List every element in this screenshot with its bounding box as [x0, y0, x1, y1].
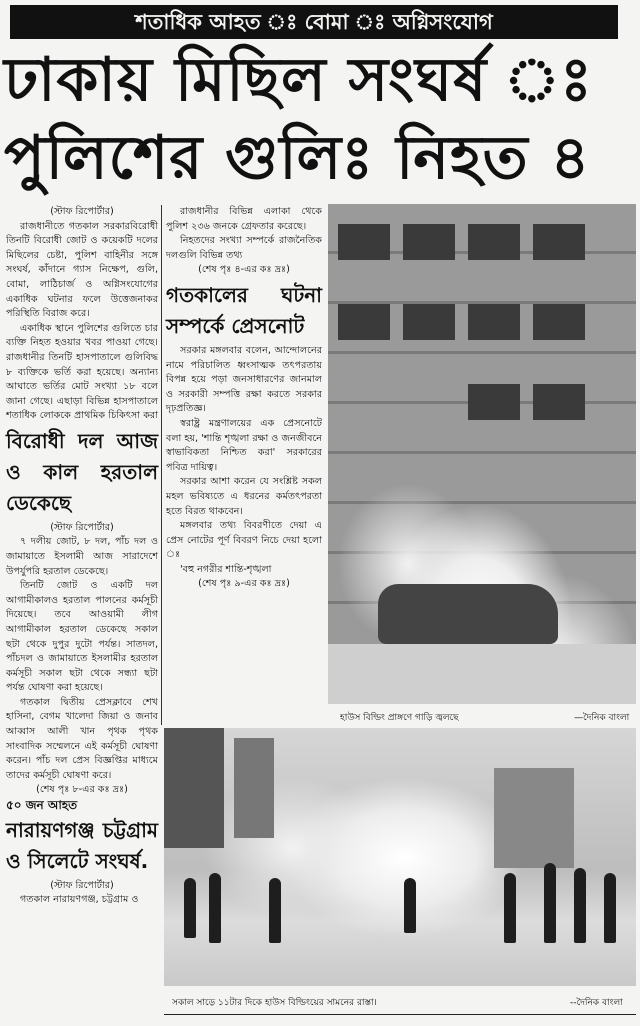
- continued-note: (শেষ পৃঃ ৪-এর কঃ দ্রঃ): [198, 264, 290, 276]
- photo-street-clash: [164, 728, 636, 986]
- article-paragraph: মঙ্গলবার তথ্য বিবরণীতে দেয়া এ প্রেস নোটের পূর্ণ বিবরণ নিচে দেয়া হলো ঃ: [166, 520, 322, 561]
- photo1-caption: হাউস বিল্ডিং প্রাঙ্গণে গাড়ি জ্বলছে: [340, 713, 459, 723]
- headline-line-2: পুলিশের গুলিঃ নিহত ৪: [4, 123, 591, 193]
- photo-burning-car: [328, 204, 636, 704]
- article-paragraph: সরকার আশা করেন যে সংশ্লিষ্ট সকল মহল ভবিষ্যতে এ ধরনের কর্মতৎপরতা হতে বিরত থাকবেন।: [166, 476, 322, 517]
- middle-column: [166, 205, 322, 592]
- hartal-heading: বিরোধী দল আজ ও কাল হরতাল ডেকেছে: [6, 428, 158, 515]
- kicker-banner: শতাধিক আহত ঃ বোমা ঃ অগ্নিসংযোগ: [10, 5, 618, 39]
- article-paragraph: গতকাল দ্বিতীয় প্রেসক্লাবে শেখ হাসিনা, বেগম খালেদা জিয়া ও জনাব আব্বাস আলী খান পৃথক পৃথক সাংবাদিক সম্মেলনে এই কর্মসূচী ঘোষণা করেন। পাঁচ দল প্রেস বিজ্ঞপ্তির মাধ্যমে তাদের কর্মসূচী ঘোষণা করে।: [6, 696, 158, 781]
- article-paragraph: রাজধানীতে গতকাল সরকারবিরোধী তিনটি বিরোধী জোট ও কয়েকটি দলের মিছিলের চেষ্টা, পুলিশ বাহিনীর সঙ্গে সংঘর্ষ, কাঁদানে গ্যাস নিক্ষেপ, গুলি, বোমা, লাঠিচার্জ ও অগ্নিসংযোগের একাধিক ঘটনার ফলে উত্তেজনাকর পরিস্থিতি বিরাজ করে।: [6, 220, 158, 320]
- photo2-credit: --দৈনিক বাংলা: [570, 998, 623, 1008]
- regional-heading: নারায়ণগঞ্জ চট্টগ্রাম ও সিলেটে সংঘর্ষ.: [6, 817, 158, 873]
- press-note-heading: গতকালের ঘটনা সম্পর্কে প্রেসনোট: [166, 282, 322, 338]
- article-paragraph: রাজধানীর বিভিন্ন এলাকা থেকে পুলিশ ২৩৬ জনকে গ্রেফতার করেছে।: [166, 206, 322, 232]
- regional-kicker: ৫০ জন আহত: [6, 798, 78, 813]
- article-paragraph: তিনটি জোট ও একটি দল আগামীকালও হরতাল পালনের কর্মসূচী দিয়েছে। তবে আওয়ামী লীগ আগামীকাল হরতাল ডেকেছে সকাল ছটা থেকে দুপুর দুটো পর্যন্ত। সাতদল, পাঁচদল ও জামায়াতে ইসলামীর হরতাল কর্মসূচী সকাল ছটা থেকে সন্ধ্যা ছটা পর্যন্ত ঘোষণা করা হয়েছে।: [6, 580, 158, 694]
- article-paragraph: স্বরাষ্ট্র মন্ত্রণালয়ের এক প্রেসনোটে বলা হয়, 'শান্তি শৃঙ্খলা রক্ষা ও জনজীবনে স্বাভাবিকতা নিশ্চিত করা' সরকারের পবিত্র দায়িত্ব।: [166, 417, 322, 473]
- continued-note: (শেষ পৃঃ ৮-এর কঃ দ্রঃ): [36, 784, 128, 796]
- byline: (স্টাফ রিপোর্টার): [50, 521, 114, 533]
- bottom-rule: [164, 1014, 636, 1015]
- column-divider: [161, 205, 162, 725]
- article-paragraph: একাধিক স্থানে পুলিশের গুলিতে চার ব্যক্তি নিহত হওয়ার খবর পাওয়া গেছে। রাজধানীর তিনটি হাসপাতালে গুলিবিদ্ধ ৮ ব্যক্তিকে ভর্তি করা হয়েছে। অন্যান্য আঘাতে ভর্তির মোট সংখ্যা ১৮ বলে জানা গেছে। এছাড়া বিভিন্ন হাসপাতালে শতাধিক লোককে প্রাথমিক চিকিৎসা করা: [6, 322, 158, 422]
- left-column: [6, 205, 158, 908]
- article-paragraph: সরকার মঙ্গলবার বলেন, আন্দোলনের নামে পরিচালিত ধ্বংসাত্মক তৎপরতায় বিপন্ন হয়ে পড়া জনসাধারণের জানমাল ও সরকারী সম্পত্তি রক্ষা করতে সরকার দৃঢ়প্রতিজ্ঞ।: [166, 344, 322, 415]
- headline-line-1: ঢাকায় মিছিল সংঘর্ষ ঃ: [4, 45, 593, 115]
- photo1-credit: —দৈনিক বাংলা: [574, 713, 630, 723]
- article-paragraph: গতকাল নারায়ণগঞ্জ, চট্টগ্রাম ও: [20, 894, 139, 906]
- photo2-caption: সকাল সাড়ে ১১টার দিকে হাউস বিল্ডিংয়ের সামনের রাস্তা।: [172, 998, 377, 1008]
- article-paragraph: 'বহু নগরীর শান্তি-শৃঙ্খলা: [180, 563, 272, 575]
- byline: (স্টাফ রিপোর্টার): [50, 206, 114, 217]
- article-paragraph: নিহতদের সংখ্যা সম্পর্কে রাজনৈতিক দলগুলি বিভিন্ন তথ্য: [166, 235, 322, 261]
- byline: (স্টাফ রিপোর্টার): [50, 879, 114, 891]
- continued-note: (শেষ পৃঃ ৯-এর কঃ দ্রঃ): [198, 578, 290, 590]
- article-paragraph: ৭ দলীয় জোট, ৮ দল, পাঁচ দল ও জামায়াতে ইসলামী আজ সারাদেশে উপর্যুপরি হরতাল ডেকেছে।: [6, 536, 158, 577]
